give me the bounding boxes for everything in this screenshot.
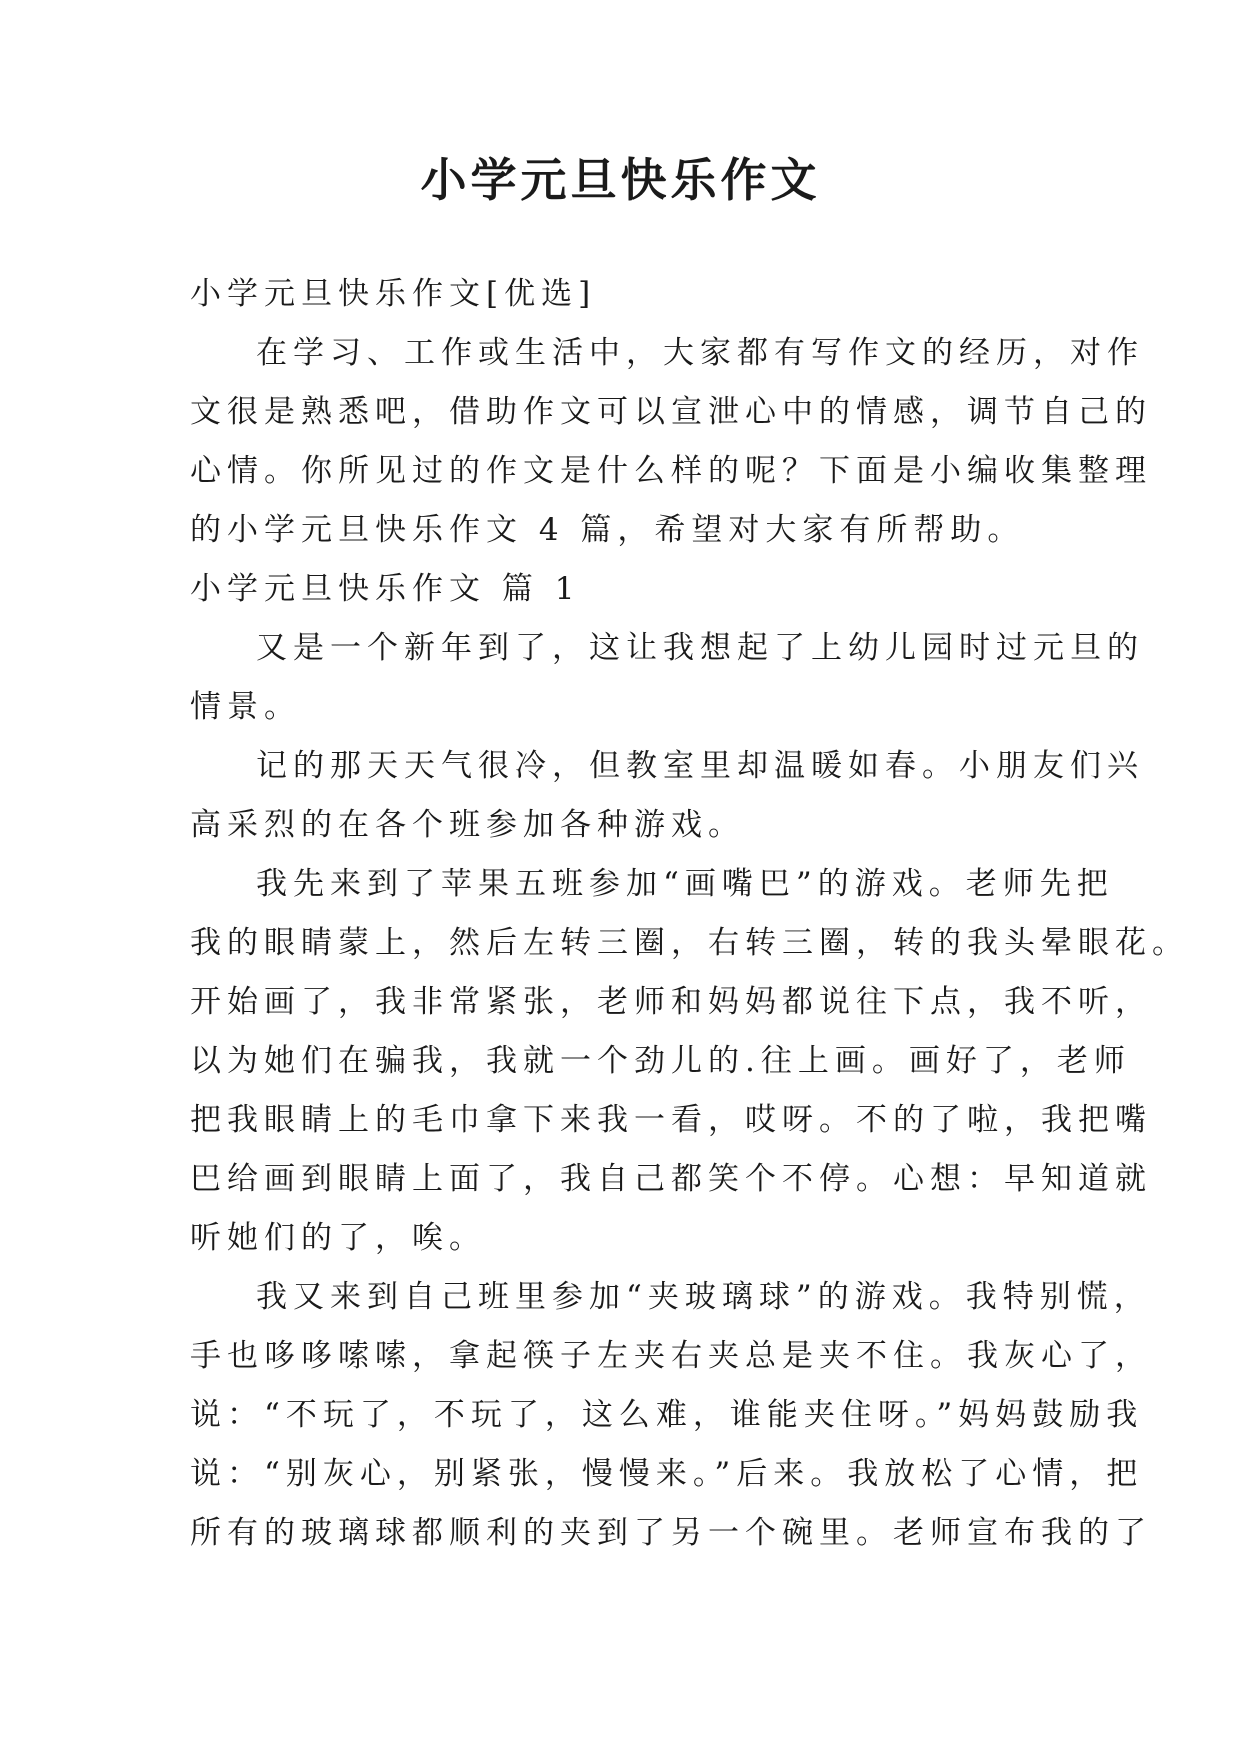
text-line: 说：“不玩了，不玩了，这么难，谁能夹住呀。”妈妈鼓励我 [190,1397,1144,1433]
text-line: 以为她们在骗我，我就一个劲儿的.往上画。画好了，老师 [190,1043,1131,1079]
text-line: 手也哆哆嗦嗦，拿起筷子左夹右夹总是夹不住。我灰心了， [190,1338,1152,1374]
text-line: 的小学元旦快乐作文 4 篇，希望对大家有所帮助。 [190,512,1025,548]
text-line: 我又来到自己班里参加“夹玻璃球”的游戏。我特别慌， [256,1279,1151,1315]
text-line: 心情。你所见过的作文是什么样的呢？下面是小编收集整理 [190,453,1152,489]
text-line: 又是一个新年到了，这让我想起了上幼儿园时过元旦的 [256,630,1144,666]
document-body [190,265,1189,1563]
text-line: 小学元旦快乐作文 篇 1 [190,571,581,607]
text-line: 在学习、工作或生活中，大家都有写作文的经历，对作 [256,335,1144,371]
document-title: 小学元旦快乐作文 [420,153,821,207]
text-line: 说：“别灰心，别紧张，慢慢来。”后来。我放松了心情，把 [190,1456,1144,1492]
text-line: 文很是熟悉吧，借助作文可以宣泄心中的情感，调节自己的 [190,394,1152,430]
text-line: 小学元旦快乐作文[优选] [190,276,597,312]
text-line: 我先来到了苹果五班参加“画嘴巴”的游戏。老师先把 [256,866,1114,902]
text-line: 记的那天天气很冷，但教室里却温暖如春。小朋友们兴 [256,748,1144,784]
text-line: 巴给画到眼睛上面了，我自己都笑个不停。心想：早知道就 [190,1161,1152,1197]
text-line: 情景。 [190,689,301,725]
text-line: 听她们的了，唉。 [190,1220,486,1256]
text-line: 开始画了，我非常紧张，老师和妈妈都说往下点，我不听， [190,984,1152,1020]
text-line: 高采烈的在各个班参加各种游戏。 [190,807,745,843]
text-line: 所有的玻璃球都顺利的夹到了另一个碗里。老师宣布我的了 [190,1515,1152,1551]
text-line: 把我眼睛上的毛巾拿下来我一看，哎呀。不的了啦，我把嘴 [190,1102,1152,1138]
text-line: 我的眼睛蒙上，然后左转三圈，右转三圈，转的我头晕眼花。 [190,925,1189,961]
